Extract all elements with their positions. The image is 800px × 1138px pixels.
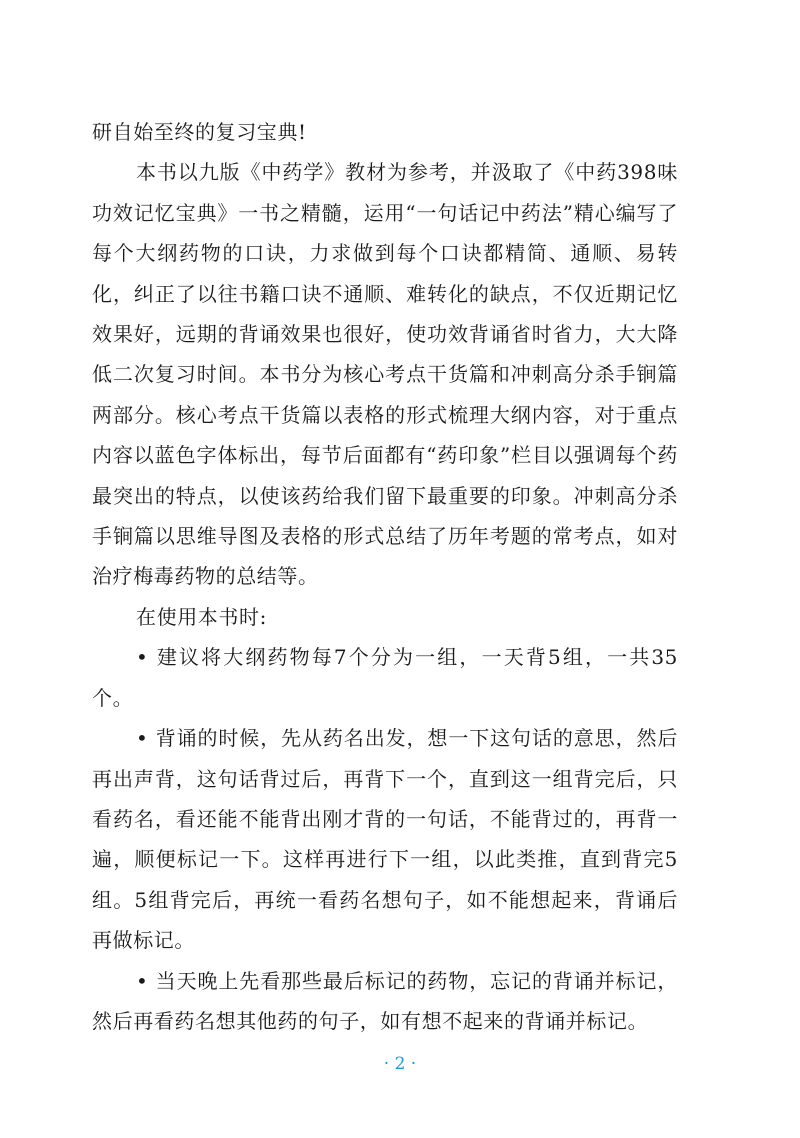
- page-number: · 2 ·: [383, 1054, 417, 1074]
- bullet-grouping: • 建议将大纲药物每7个分为一组，一天背5组，一共35个。: [92, 645, 678, 710]
- paragraph-continuation: 研自始至终的复习宝典!: [92, 120, 307, 144]
- paragraph-introduction: 本书以九版《中药学》教材为参考，并汲取了《中药398味功效记忆宝典》一书之精髓，运用“一句话记中药法”精心编写了每个大纲药物的口诀，力求做到每个口诀都精简、通顺、易转化，纠正了以往书籍口诀不通顺、难转化的缺点，不仅近期记忆效果好，远期的背诵效果也很好，使功效背诵省时省力，大大降低二次复习时间。本书分为核心考点干货篇和冲刺高分杀手锏篇两部分。核心考点干货篇以表格的形式梳理大纲内容，对于重点内容以蓝色字体标出，每节后面都有“药印象”栏目以强调每个药最突出的特点，以使该药给我们留下最重要的印象。冲刺高分杀手锏篇以思维导图及表格的形式总结了历年考题的常考点，如对治疗梅毒药物的总结等。: [92, 160, 678, 589]
- bullet-evening-review: • 当天晚上先看那些最后标记的药物，忘记的背诵并标记，然后再看药名想其他药的句子，如有想不起来的背诵并标记。: [92, 968, 678, 1033]
- page-body: [92, 112, 678, 1041]
- paragraph-usage-heading: 在使用本书时:: [136, 604, 267, 629]
- bullet-recitation-method: • 背诵的时候，先从药名出发，想一下这句话的意思，然后再出声背，这句话背过后，再背下一个，直到这一组背完后，只看药名，看还能不能背出刚才背的一句话，不能背过的，再背一遍，顺便标记一下。这样再进行下一组，以此类推，直到背完5组。5组背完后，再统一看药名想句子，如不能想起来，背诵后再做标记。: [92, 726, 678, 953]
